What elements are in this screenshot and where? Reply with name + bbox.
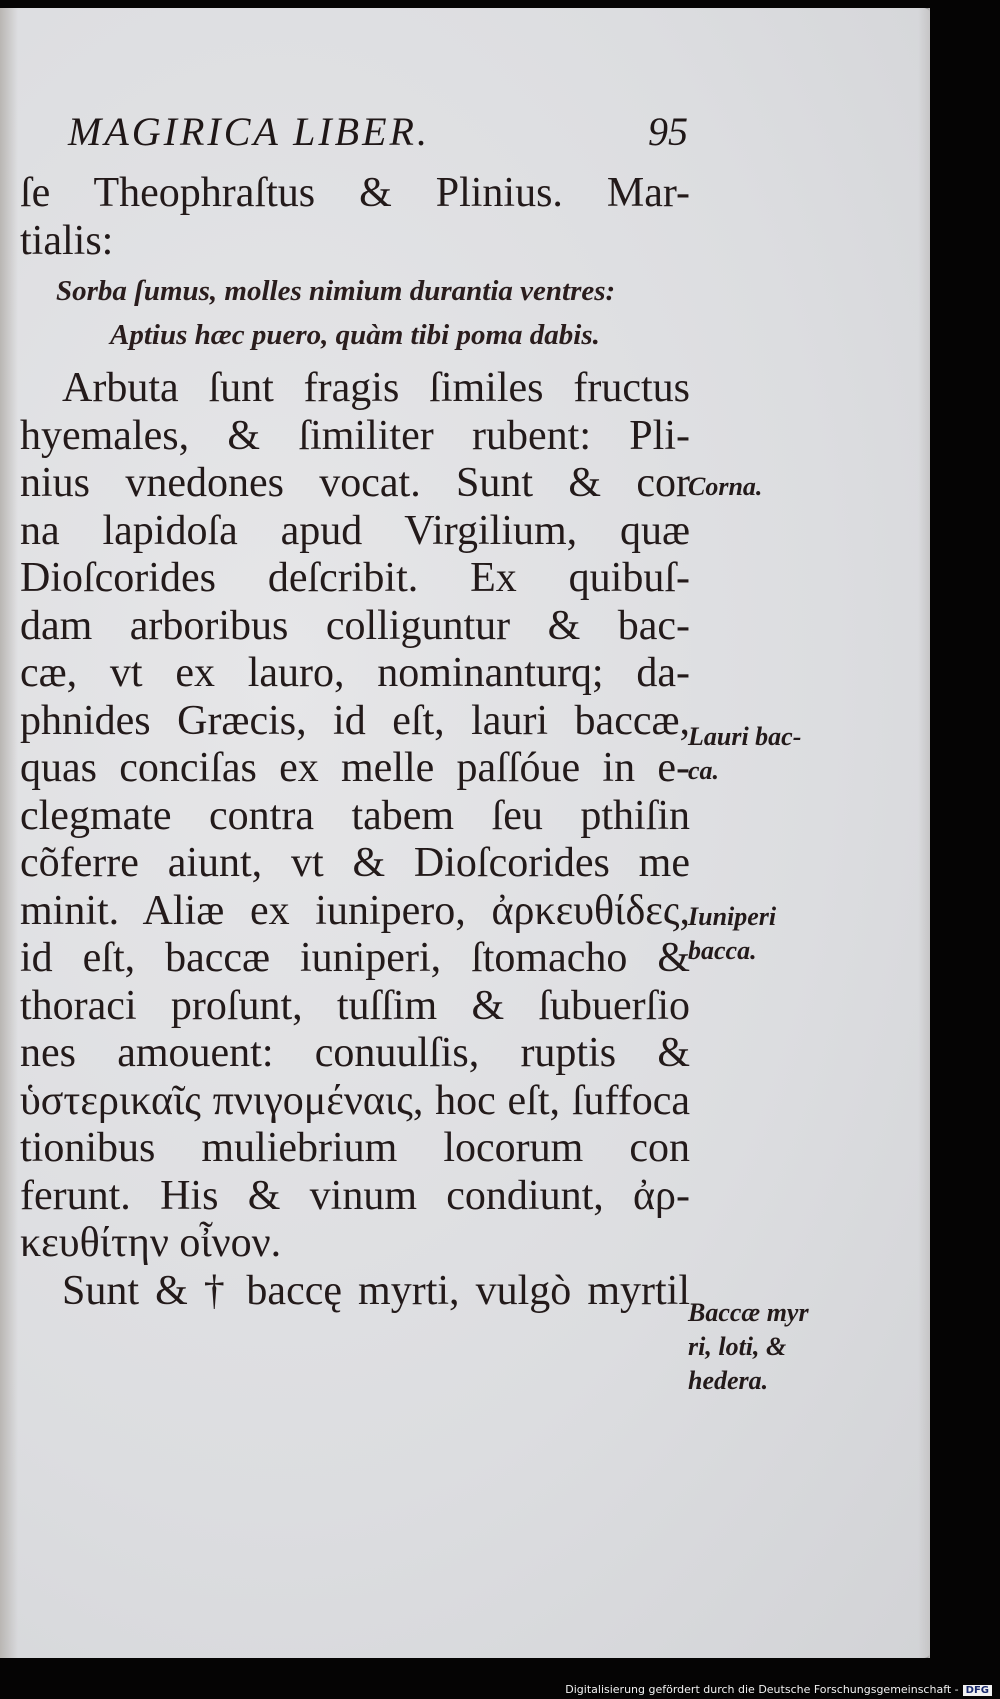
running-head: MAGIRICA LIBER.	[68, 109, 430, 154]
page-gutter-shadow	[0, 8, 18, 1658]
digitization-credit	[565, 1683, 992, 1696]
text-line: quas conciſas ex melle paſſóue in e-	[20, 745, 690, 791]
page-edge-shadow	[918, 8, 930, 1658]
margin-note-lauri: Lauri bac- ca.	[688, 722, 802, 785]
text-line: na lapidoſa apud Virgilium, quæ	[20, 507, 690, 554]
text-line: hyemales, & ſimiliter rubent: Pli-	[20, 412, 690, 459]
margin-note-bacca: Baccæ myr ri, loti, & hedera.	[688, 1298, 809, 1395]
text-line: Sunt & † baccę myrti, vulgò myrtil	[62, 1267, 690, 1314]
text-line: cõferre aiunt, vt & Dioſcorides me	[20, 840, 690, 886]
page-header	[68, 108, 688, 158]
margin-note-corna: Corna.	[688, 472, 763, 501]
credit-text: Digitalisierung gefördert durch die Deutsche Forschungsgemeinschaft -	[565, 1683, 959, 1696]
margin-note-iuniperi: Iuniperi bacca.	[688, 902, 777, 965]
dfg-logo: DFG	[963, 1685, 992, 1696]
text-line: tionibus muliebrium locorum con	[20, 1125, 690, 1171]
text-line: nes amouent: conuulſis, ruptis &	[20, 1030, 690, 1076]
body-text	[20, 170, 690, 1315]
text-line: minit. Aliæ ex iunipero, ἀρκευθίδες,	[20, 887, 690, 934]
text-line: cæ, vt ex lauro, nominanturq; da-	[20, 650, 690, 696]
text-line: dam arboribus colliguntur & bac-	[20, 602, 690, 649]
text-line: id eſt, baccæ iuniperi, ſtomacho &	[20, 935, 690, 981]
text-line: ὑστερικαῖς πνιγομέναις, hoc eſt, ſuffoca	[20, 1077, 690, 1124]
text-line: thoraci proſunt, tuſſim & ſubuerſio	[20, 982, 690, 1029]
text-line: tialis:	[20, 217, 114, 264]
text-line: κευθίτην οἶνον.	[20, 1220, 282, 1266]
text-line: ferunt. His & vinum condiunt, ἀρ-	[20, 1172, 690, 1219]
text-line: ſe Theophraſtus & Plinius. Mar-	[20, 170, 690, 216]
verse-line: Aptius hæc puero, quàm tibi poma dabis.	[110, 319, 600, 351]
page-number: 95	[648, 109, 688, 154]
text-line: Arbuta ſunt fragis ſimiles fructus	[62, 365, 690, 411]
text-line: clegmate contra tabem ſeu pthiſin	[20, 792, 690, 839]
verse-line: Sorba ſumus, molles nimium durantia ventres:	[56, 275, 616, 307]
text-line: Dioſcorides deſcribit. Ex quibuſ-	[20, 555, 690, 601]
text-line: phnides Græcis, id eſt, lauri baccæ,	[20, 697, 690, 744]
text-line: nius vnedones vocat. Sunt & cor	[20, 460, 690, 506]
